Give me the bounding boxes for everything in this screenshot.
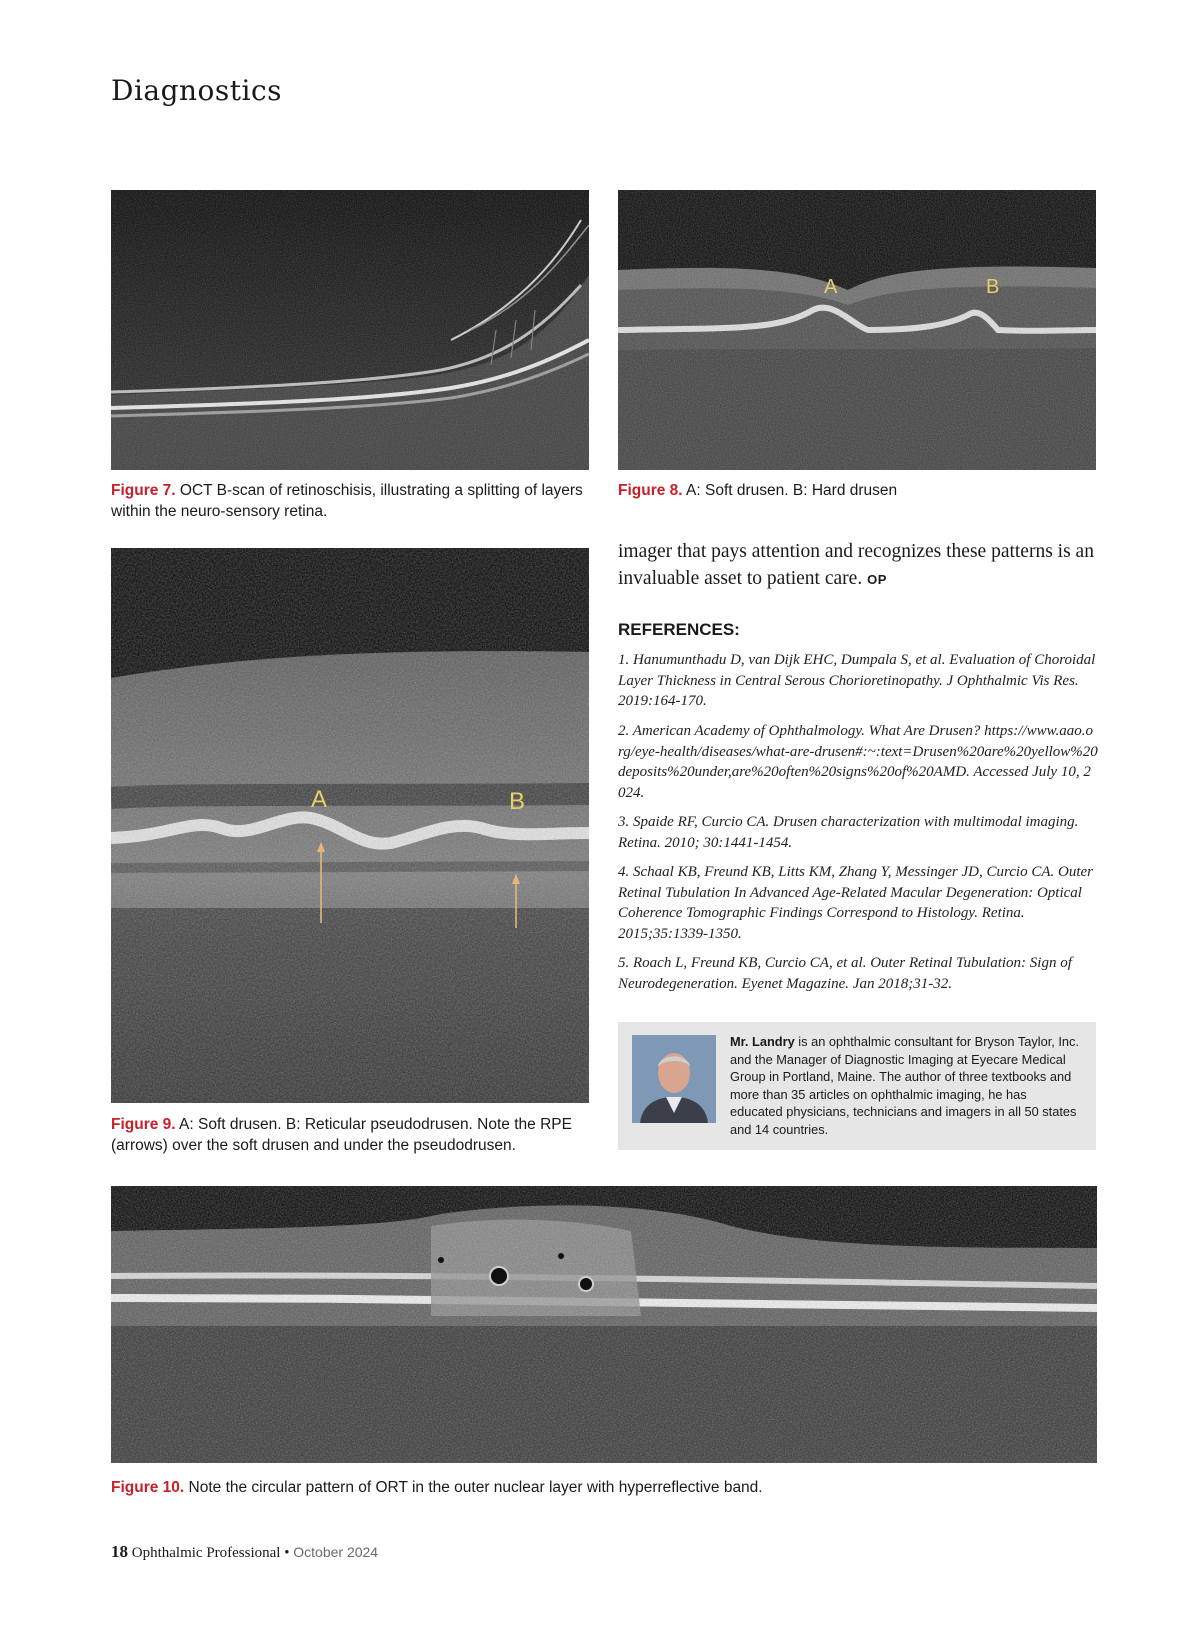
figure-7-label: Figure 7. [111, 482, 176, 499]
figure-9-marker-a: A [311, 786, 328, 813]
figure-8-label: Figure 8. [618, 482, 683, 499]
author-photo [632, 1035, 716, 1123]
figure-8-caption [618, 480, 1096, 501]
section-header: Diagnostics [111, 74, 283, 107]
figure-7-caption-text: OCT B-scan of retinoschisis, illustrating a splitting of layers within the neuro-sensory retina. [111, 482, 583, 520]
page-footer [111, 1542, 378, 1562]
author-bio-box [618, 1022, 1096, 1150]
body-closing-paragraph [618, 538, 1098, 593]
body-closing-text: imager that pays attention and recognizes these patterns is an invaluable asset to patient care. [618, 541, 1094, 589]
figure-9-caption-text: A: Soft drusen. B: Reticular pseudodrusen. Note the RPE (arrows) over the soft drusen and under the pseudodrusen. [111, 1116, 572, 1154]
figure-8-marker-b: B [986, 276, 1000, 298]
reference-item: 2. American Academy of Ophthalmology. What Are Drusen? https://www.aao.org/eye-health/diseases/what-are-drusen#:~:text=Drusen%20are%20yellow%20deposits%20under,are%20often%20signs%20of%20AMD. Accessed July 10, 2024. [618, 723, 1098, 801]
figure-9-marker-b: B [509, 788, 526, 815]
page-number: 18 [111, 1542, 128, 1561]
publication-name: Ophthalmic Professional [131, 1545, 281, 1561]
reference-item: 4. Schaal KB, Freund KB, Litts KM, Zhang Y, Messinger JD, Curcio CA. Outer Retinal Tubulation In Advanced Age-Related Macular Degeneration: Optical Coherence Tomographic Findings Correspond to Histology. Retina. 2015;35:1339-1350. [618, 864, 1094, 942]
figure-9-oct-image [111, 548, 589, 1103]
figure-10-caption [111, 1477, 1097, 1498]
reference-item: 3. Spaide RF, Curcio CA. Drusen characterization with multimodal imaging. Retina. 2010; 30:1441-1454. [618, 814, 1079, 851]
figure-10-oct-image [111, 1186, 1097, 1463]
figure-8-oct-image [618, 190, 1096, 470]
author-bio-description: is an ophthalmic consultant for Bryson Taylor, Inc. and the Manager of Diagnostic Imaging at Eyecare Medical Group in Portland, Maine. The author of three textbooks and more than 35 articles on ophthalmic imaging, he has educated physicians, technicians and imagers in all 50 states and 14 countries. [730, 1034, 1079, 1137]
author-name: Mr. Landry [730, 1034, 795, 1049]
figure-10-caption-text: Note the circular pattern of ORT in the outer nuclear layer with hyperreflective band. [184, 1479, 763, 1496]
figure-9-caption [111, 1114, 589, 1156]
issue-date: October 2024 [293, 1544, 379, 1560]
author-bio-text [730, 1033, 1082, 1138]
footer-separator: • [284, 1545, 290, 1561]
figure-8-caption-text: A: Soft drusen. B: Hard drusen [682, 482, 898, 499]
figure-7-caption [111, 480, 589, 522]
reference-item: 1. Hanumunthadu D, van Dijk EHC, Dumpala S, et al. Evaluation of Choroidal Layer Thickness in Central Serous Chorioretinopathy. J Ophthalmic Vis Res. 2019:164-170. [618, 652, 1096, 709]
figure-8-marker-a: A [824, 276, 838, 298]
references-heading: REFERENCES: [618, 620, 740, 639]
reference-item: 5. Roach L, Freund KB, Curcio CA, et al. Outer Retinal Tubulation: Sign of Neurodegeneration. Eyenet Magazine. Jan 2018;31-32. [618, 955, 1072, 992]
figure-9-label: Figure 9. [111, 1116, 176, 1133]
figure-10-label: Figure 10. [111, 1479, 185, 1496]
end-mark: OP [867, 572, 887, 587]
figure-7-oct-image [111, 190, 589, 470]
